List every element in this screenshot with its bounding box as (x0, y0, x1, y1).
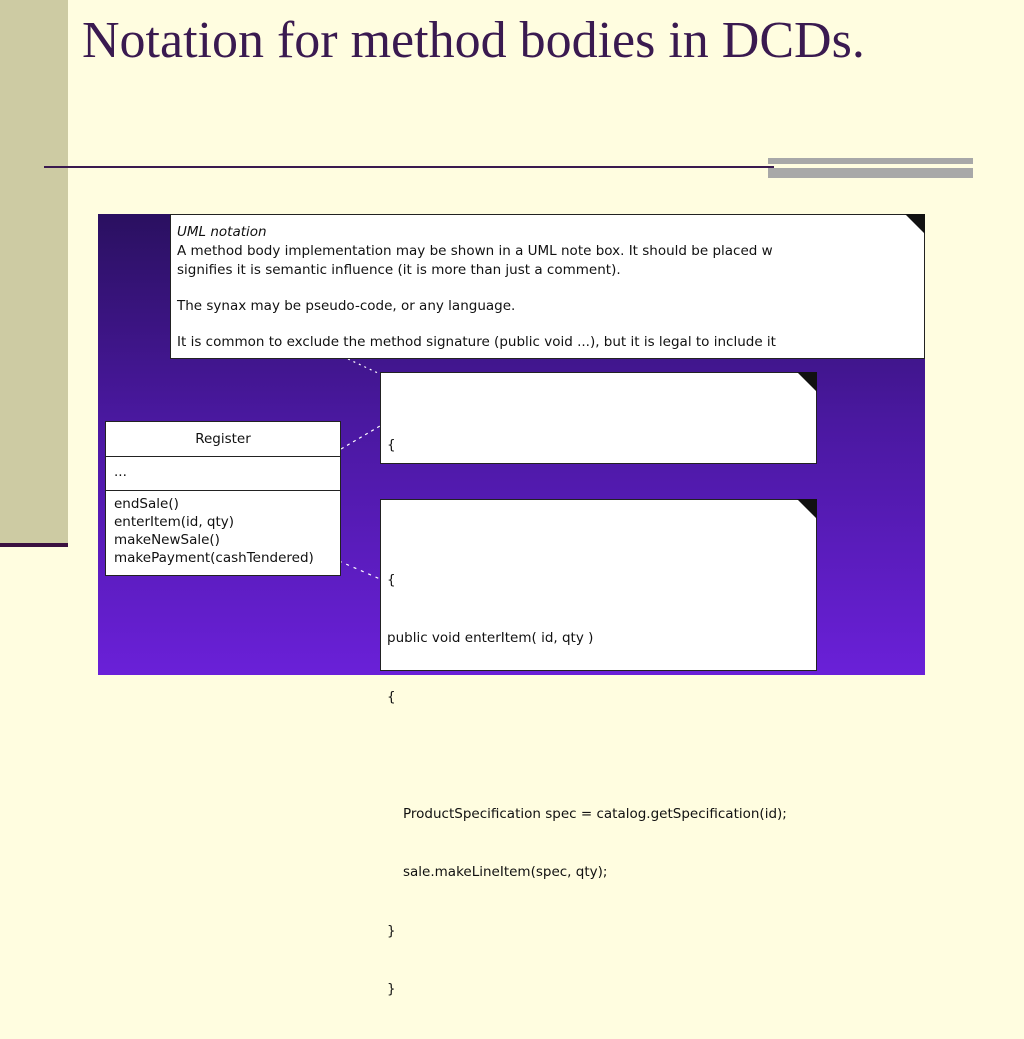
class-name: Register (106, 422, 340, 457)
uml-notation-note (170, 214, 925, 359)
class-operation: makeNewSale() (114, 532, 220, 548)
class-operation: endSale() (114, 496, 179, 512)
slide-title: Notation for method bodies in DCDs. (82, 12, 865, 69)
note-fold-corner (905, 214, 925, 234)
code-line: ProductSpecification spec = catalog.getSpecification(id); (403, 805, 787, 822)
code-line: { (387, 437, 396, 453)
class-attributes: ... (106, 457, 340, 491)
note-fold-corner (797, 499, 817, 519)
class-operations (106, 491, 340, 571)
class-operation: enterItem(id, qty) (114, 514, 235, 530)
code-line: } (387, 981, 396, 997)
class-operation: makePayment(cashTendered) (114, 550, 314, 566)
code-line: } (387, 922, 396, 939)
code-note-method-body (380, 372, 817, 464)
register-class-box (105, 421, 341, 576)
code-line: public void enterItem( id, qty ) (387, 630, 594, 646)
uml-note-line: A method body implementation may be shown in a UML note box. It should be placed w (177, 243, 773, 259)
note-fold-corner (797, 372, 817, 392)
title-grey-bar (768, 158, 973, 178)
uml-diagram (98, 214, 925, 997)
uml-note-line: It is common to exclude the method signature (public void ...), but it is legal to include it (177, 334, 776, 350)
code-line: { (387, 571, 396, 588)
left-decor-bar (0, 0, 68, 545)
uml-note-line: signifies it is semantic influence (it is more than just a comment). (177, 262, 621, 278)
code-line: { (387, 688, 396, 705)
left-decor-line (0, 543, 68, 547)
uml-note-heading: UML notation (177, 224, 267, 240)
code-line: sale.makeLineItem(spec, qty); (403, 864, 608, 880)
code-note-method-signature (380, 499, 817, 997)
uml-note-line: The synax may be pseudo-code, or any language. (177, 298, 516, 314)
title-divider (44, 166, 774, 168)
